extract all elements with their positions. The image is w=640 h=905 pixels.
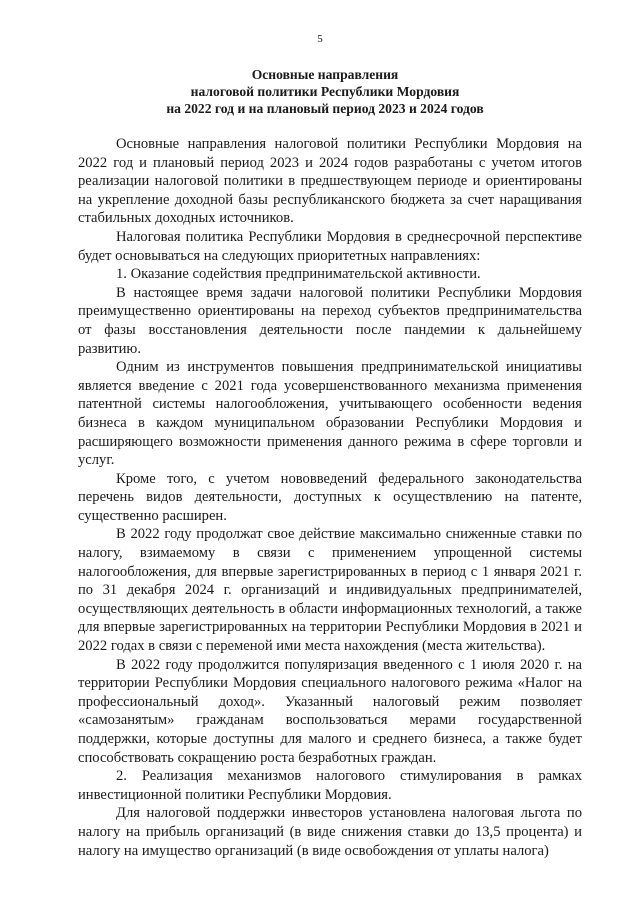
page-number: 5 bbox=[317, 33, 323, 45]
paragraph: В 2022 году продолжится популяризация введенного с 1 июля 2020 г. на территории Республики Мордовия специального налогового режима «Налог на профессиональный доход». Указанный налоговый режим позволяет «самозанятым» гражданам воспользоваться мерами государственной поддержки, которые доступны для малого и среднего бизнеса, а также будет способствовать сокращению роста безработных граждан. bbox=[78, 656, 582, 766]
paragraph: В 2022 году продолжат свое действие максимально сниженные ставки по налогу, взимаемому в связи с применением упрощенной системы налогообложения, для впервые зарегистрированных в период с 1 января 2021 г. по 31 декабря 2024 г. организаций и индивидуальных предпринимателей, осуществляющих деятельность в области информационных технологий, а также для впервые зарегистрированных на территории Республики Мордовия в 2021 и 2022 годах в связи с переменой ими места нахождения (места жительства). bbox=[78, 526, 582, 655]
paragraph: Для налоговой поддержки инвесторов установлена налоговая льгота по налогу на прибыль организаций (в виде снижения ставки до 13,5 процента) и налогу на имущество организаций (в виде освобождения от уплаты налога) bbox=[78, 805, 582, 859]
paragraph-priorities: Налоговая политика Республики Мордовия в среднесрочной перспективе будет основываться на следующих приоритетных направлениях: bbox=[78, 228, 582, 264]
paragraph: Одним из инструментов повышения предпринимательской инициативы является введение с 2021 года усовершенствованного механизма применения патентной системы налогообложения, учитывающего особенности ведения бизнеса в каждом муниципальном образовании Республики Мордовия и расширяющего возможности применения данного режима в сфере торговли и услуг. bbox=[78, 359, 582, 469]
paragraph-intro: Основные направления налоговой политики Республики Мордовия на 2022 год и плановый период 2023 и 2024 годов разработаны с учетом итогов реализации налоговой политики в предшествующем периоде и ориентированы на укрепление доходной базы республиканского бюджета за счет наращивания стабильных доходных источников. bbox=[78, 136, 582, 227]
paragraph: Кроме того, с учетом нововведений федерального законодательства перечень видов деятельности, доступных к осуществлению на патенте, существенно расширен. bbox=[78, 470, 582, 524]
section-heading-1: 1. Оказание содействия предпринимательской активности. bbox=[116, 266, 481, 283]
title-line-2: налоговой политики Республики Мордовия bbox=[190, 84, 460, 99]
document-body bbox=[78, 135, 582, 860]
paragraph: В настоящее время задачи налоговой политики Республики Мордовия преимущественно ориентированы на переход субъектов предпринимательства от фазы восстановления деятельности после пандемии к дальнейшему развитию. bbox=[78, 284, 582, 357]
section-heading-2: 2. Реализация механизмов налогового стимулирования в рамках инвестиционной политики Республики Мордовия. bbox=[78, 768, 582, 803]
document-title bbox=[75, 66, 575, 117]
title-line-3: на 2022 год и на плановый период 2023 и 2024 годов bbox=[166, 101, 484, 116]
title-line-1: Основные направления bbox=[251, 67, 399, 82]
